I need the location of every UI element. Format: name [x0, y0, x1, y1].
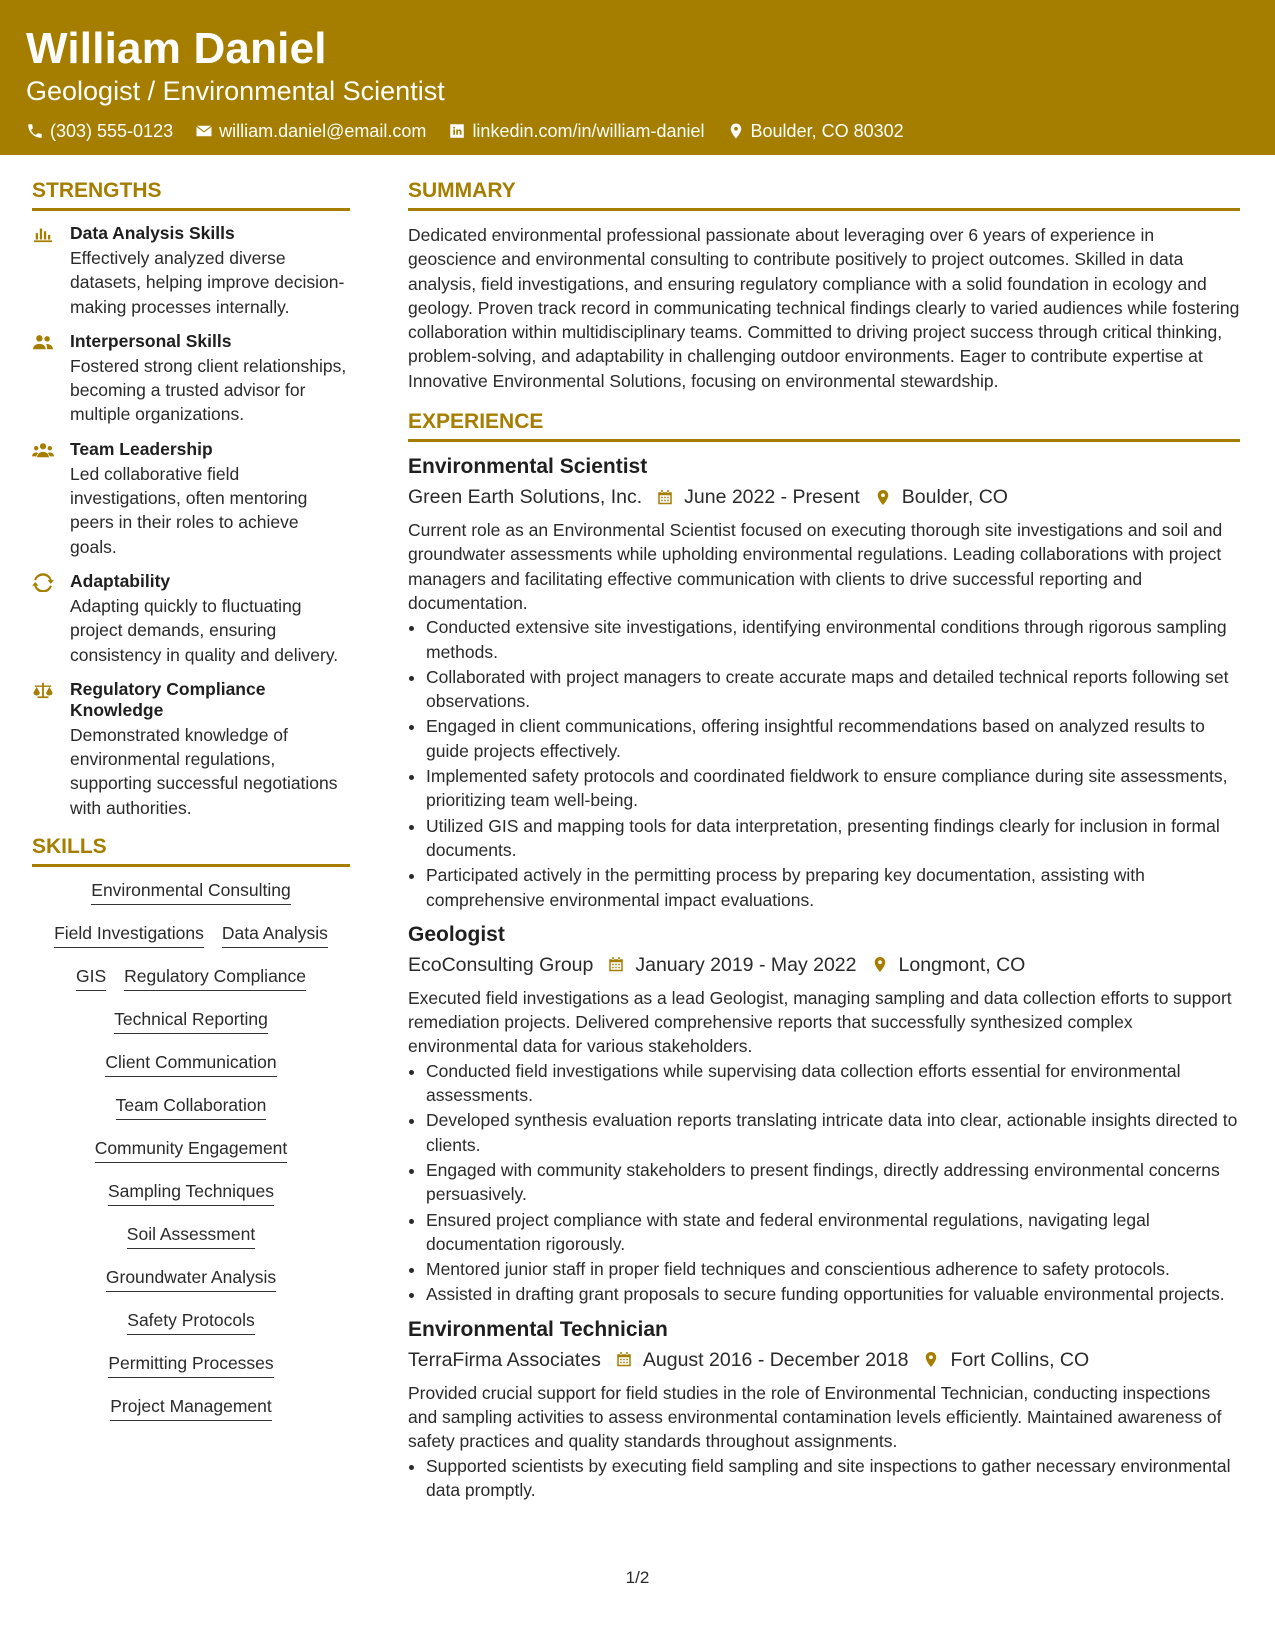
strengths-list: [32, 223, 350, 820]
skills-row: [32, 965, 350, 1008]
job-location: Fort Collins, CO: [950, 1348, 1090, 1371]
job-location: Boulder, CO: [901, 486, 1008, 509]
strengths-heading: STRENGTHS: [32, 178, 350, 211]
strength-description: Led collaborative field investigations, often mentoring peers in their roles to achieve goals.: [70, 463, 308, 557]
job-company: TerraFirma Associates: [408, 1348, 601, 1371]
map-pin-icon: [871, 955, 889, 974]
strength-name: Team Leadership: [70, 438, 213, 459]
job-dates: January 2019 - May 2022: [635, 953, 857, 976]
skill-tag: Field Investigations: [54, 922, 204, 948]
strength-description: Fostered strong client relationships, becoming a trusted advisor for multiple organizations.: [70, 355, 347, 425]
skills-row: [32, 1309, 350, 1352]
job-bullet: • Developed synthesis evaluation reports translating intricate data into clear, actionable insights directed to clients.: [426, 1108, 1240, 1157]
job-description: Current role as an Environmental Scientist focused on executing thorough site investigations and soil and groundwater assessments while upholding environmental regulations. Leading collaborations with project managers and facilitating effective communication with clients to drive successful reporting and documentation.: [408, 520, 1223, 613]
job-company: EcoConsulting Group: [408, 953, 594, 976]
calendar-icon: [607, 955, 625, 974]
candidate-name: William Daniel: [26, 24, 327, 73]
job-bullet: • Conducted field investigations while supervising data collection efforts essential for environmental assessments.: [426, 1059, 1240, 1108]
skills-row: [32, 1395, 350, 1438]
job-meta: [408, 484, 1240, 510]
job-dates: August 2016 - December 2018: [642, 1348, 909, 1371]
right-column: [408, 178, 1240, 1512]
skill-tag: Team Collaboration: [116, 1094, 267, 1120]
calendar-icon: [615, 1350, 633, 1369]
candidate-title: Geologist / Environmental Scientist: [26, 76, 445, 106]
job-bullets: [408, 1454, 1240, 1503]
experience-list: [408, 454, 1240, 1502]
bar-chart-icon: [32, 224, 54, 244]
page-number: 1/2: [625, 1568, 650, 1587]
job-meta: [408, 952, 1240, 978]
strength-item: [32, 331, 350, 427]
summary-heading: SUMMARY: [408, 178, 1240, 211]
strength-item: [32, 679, 350, 820]
job-bullet: • Mentored junior staff in proper field techniques and conscientious adherence to safety protocols.: [426, 1257, 1240, 1281]
calendar-icon: [656, 488, 674, 507]
job-bullet: • Collaborated with project managers to create accurate maps and detailed technical reports following set observations.: [426, 665, 1240, 714]
skill-tag: Client Communication: [105, 1051, 276, 1077]
phone-text: (303) 555-0123: [50, 121, 174, 141]
skill-tag: Safety Protocols: [127, 1309, 254, 1335]
skills-row: [32, 1266, 350, 1309]
strength-description: Effectively analyzed diverse datasets, helping improve decision-making processes internally.: [70, 248, 345, 317]
job-bullet: • Participated actively in the permitting process by preparing key documentation, assisting with comprehensive environmental impact evaluations.: [426, 863, 1240, 912]
job-bullet: • Engaged in client communications, offering insightful recommendations based on analyzed results to guide projects effectively.: [426, 714, 1240, 763]
user-group-icon: [32, 332, 54, 352]
email-text: william.daniel@email.com: [219, 121, 427, 141]
strength-name: Data Analysis Skills: [70, 223, 235, 243]
skill-tag: Environmental Consulting: [91, 879, 290, 905]
map-pin-icon: [727, 122, 745, 140]
skill-tag: Community Engagement: [95, 1137, 288, 1163]
job-dates: June 2022 - Present: [684, 486, 860, 509]
skills-row: [32, 922, 350, 965]
skills-row: [32, 1137, 350, 1180]
linkedin-icon: [448, 122, 466, 140]
job-bullet: • Implemented safety protocols and coordinated fieldwork to ensure compliance during site assessments, prioritizing team well-being.: [426, 764, 1240, 813]
skill-tag: Regulatory Compliance: [124, 965, 306, 991]
contact-linkedin[interactable]: [448, 120, 704, 142]
job-title: Environmental Scientist: [408, 455, 648, 479]
job-bullet: • Supported scientists by executing field sampling and site inspections to gather necessary environmental data promptly.: [426, 1454, 1240, 1503]
contact-location: [727, 120, 904, 142]
job-bullet: • Ensured project compliance with state and federal environmental regulations, navigating legal documentation rigorously.: [426, 1208, 1240, 1257]
skills-row: [32, 1094, 350, 1137]
strength-item: [32, 223, 350, 319]
strength-name: Adaptability: [70, 570, 171, 591]
skill-tag: Project Management: [110, 1395, 271, 1421]
job-bullet: • Conducted extensive site investigations, identifying environmental conditions through rigorous sampling methods.: [426, 615, 1240, 664]
skill-tag: Technical Reporting: [114, 1008, 268, 1034]
job-bullet: • Assisted in drafting grant proposals to secure funding opportunities for valuable environmental projects.: [426, 1282, 1240, 1306]
strength-description: Demonstrated knowledge of environmental regulations, supporting successful negotiations with authorities.: [70, 724, 338, 818]
sync-icon: [32, 572, 54, 592]
users-icon: [32, 440, 54, 460]
skills-row: [32, 1051, 350, 1094]
scale-icon: [32, 680, 54, 700]
skills-heading: SKILLS: [32, 834, 350, 867]
skill-tag: Data Analysis: [222, 922, 328, 948]
job-entry: [408, 1317, 1240, 1502]
job-location: Longmont, CO: [898, 953, 1026, 976]
skills-row: [32, 879, 350, 922]
skill-tag: GIS: [76, 965, 106, 991]
contact-email[interactable]: [195, 120, 426, 142]
job-entry: [408, 922, 1240, 1307]
strength-name: Regulatory Compliance Knowledge: [70, 678, 266, 720]
location-text: Boulder, CO 80302: [750, 121, 904, 141]
skill-tag: Sampling Techniques: [108, 1180, 274, 1206]
linkedin-text: linkedin.com/in/william-daniel: [472, 121, 705, 141]
strength-item: [32, 571, 350, 667]
strength-description: Adapting quickly to fluctuating project demands, ensuring consistency in quality and delivery.: [70, 595, 339, 665]
skill-tag: Permitting Processes: [108, 1352, 273, 1378]
contact-bar: [26, 120, 1275, 142]
skills-row: [32, 1180, 350, 1223]
skill-tag: Soil Assessment: [127, 1223, 255, 1249]
job-description: Executed field investigations as a lead Geologist, managing sampling and data collection efforts to support remediation projects. Delivered comprehensive reports that successfully synthesized complex environmental data for various stakeholders.: [408, 987, 1232, 1057]
job-bullets: [408, 615, 1240, 912]
job-company: Green Earth Solutions, Inc.: [408, 486, 643, 509]
contact-phone[interactable]: [26, 120, 173, 142]
map-pin-icon: [922, 1350, 940, 1369]
map-pin-icon: [874, 488, 892, 507]
skill-tag: Groundwater Analysis: [106, 1266, 276, 1292]
job-entry: [408, 454, 1240, 912]
resume-header: [0, 0, 1275, 155]
skills-list: [32, 879, 350, 1438]
job-bullets: [408, 1059, 1240, 1307]
strength-name: Interpersonal Skills: [70, 330, 232, 351]
skills-row: [32, 1352, 350, 1395]
job-description: Provided crucial support for field studies in the role of Environmental Technician, conducting inspections and sampling activities to assess environmental contamination levels efficiently. Maintained awareness of safety practices and quality standards throughout assignments.: [408, 1382, 1222, 1452]
left-column: [32, 178, 350, 1438]
summary-text: Dedicated environmental professional passionate about leveraging over 6 years of experience in geoscience and environmental consulting to contribute positively to project outcomes. Skilled in data analysis, field investigations, and ensuring regulatory compliance with a solid foundation in ecology and geology. Proven track record in communicating technical findings clearly to varied audiences while fostering collaboration within multidisciplinary teams. Committed to driving project success through critical thinking, problem-solving, and adaptability in challenging outdoor environments. Eager to contribute expertise at Innovative Environmental Solutions, focusing on environmental stewardship.: [408, 225, 1240, 391]
skills-row: [32, 1223, 350, 1266]
job-bullet: • Utilized GIS and mapping tools for data interpretation, presenting findings clearly for inclusion in formal documents.: [426, 814, 1240, 863]
envelope-icon: [195, 122, 213, 140]
job-meta: [408, 1347, 1240, 1373]
strength-item: [32, 439, 350, 559]
skills-row: [32, 1008, 350, 1051]
job-title: Environmental Technician: [408, 1317, 668, 1341]
job-title: Geologist: [408, 922, 505, 946]
experience-heading: EXPERIENCE: [408, 409, 1240, 442]
job-bullet: • Engaged with community stakeholders to present findings, directly addressing environmental concerns persuasively.: [426, 1158, 1240, 1207]
phone-icon: [26, 122, 44, 140]
